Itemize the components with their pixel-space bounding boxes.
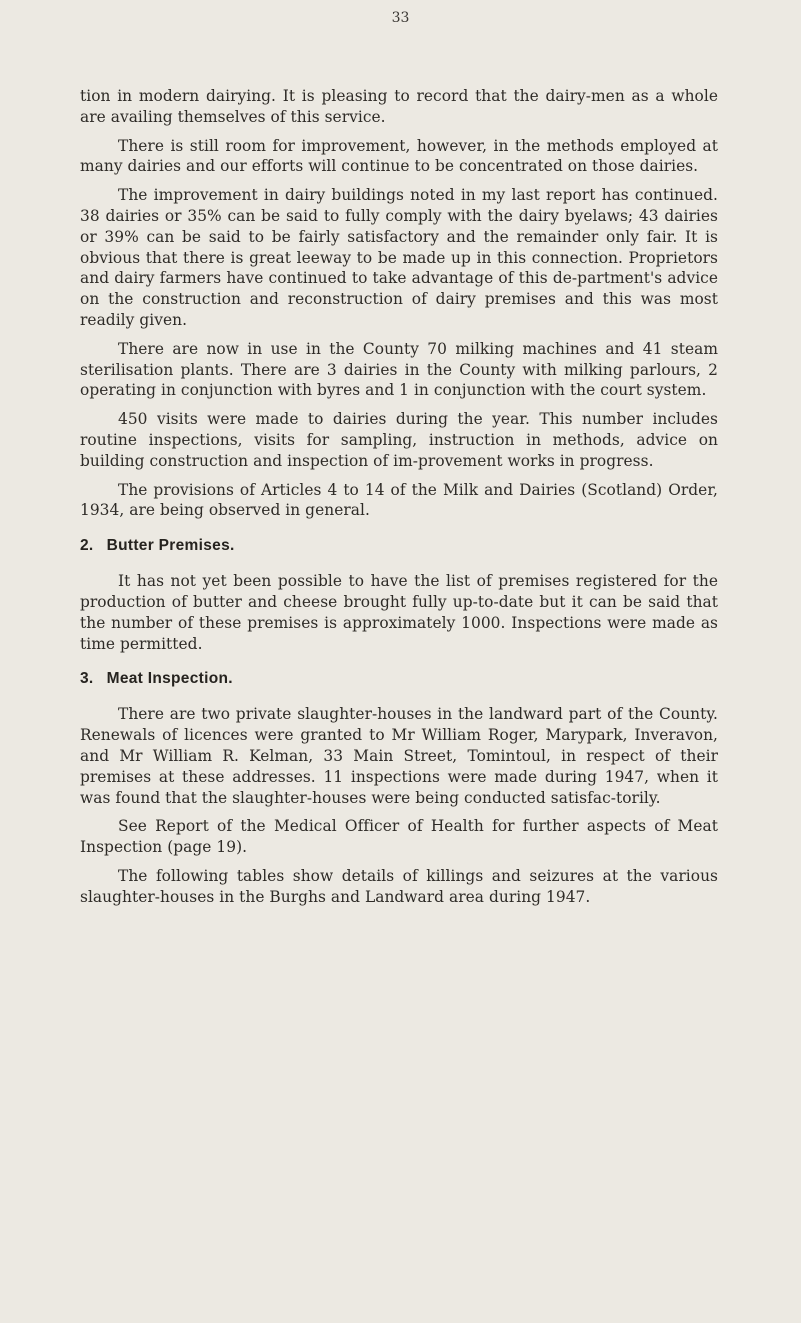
paragraph-following-tables: The following tables show details of killings and seizures at the various slaughter-houses in the Burghs and Landward area during 1947. (80, 866, 718, 906)
paragraph-continuation: tion in modern dairying. It is pleasing to record that the dairy-men as a whole are availing themselves of this service. (80, 87, 718, 126)
section-number: 3. (80, 670, 94, 688)
section-title: Meat Inspection. (106, 670, 233, 688)
section-heading-meat-inspection (80, 670, 718, 688)
paragraph-visits: 450 visits were made to dairies during the year. This number includes routine inspections, visits for sampling, instruction in methods, advice on building construction and inspection of im-provement works in progress. (80, 410, 718, 470)
paragraph-milking-machines: There are now in use in the County 70 milking machines and 41 steam sterilisation plants. There are 3 dairies in the County with milking parlours, 2 operating in conjunction with byres and 1 in conjunction with the court system. (80, 339, 718, 400)
paragraph-medical-officer-report: See Report of the Medical Officer of Health for further aspects of Meat Inspection (page 19). (80, 817, 718, 857)
paragraph-improvement-methods: There is still room for improvement, however, in the methods employed at many dairies and our efforts will continue to be concentrated on those dairies. (80, 136, 718, 176)
paragraph-provisions: The provisions of Articles 4 to 14 of the Milk and Dairies (Scotland) Order, 1934, are being observed in general. (80, 480, 718, 520)
page-number: 33 (391, 10, 410, 26)
paragraph-butter-premises: It has not yet been possible to have the list of premises registered for the production of butter and cheese brought fully up-to-date but it can be said that the number of these premises is approximately 1000. Inspections were made as time permitted. (80, 572, 718, 653)
section-number: 2. (80, 537, 94, 555)
paragraph-dairy-buildings: The improvement in dairy buildings noted in my last report has continued. 38 dairies or 35% can be said to fully comply with the dairy byelaws; 43 dairies or 39% can be said to be fairly satisfactory and the remainder only fair. It is obvious that there is great leeway to be made up in this connection. Proprietors and dairy farmers have continued to take advantage of this de-partment's advice on the construction and reconstruction of dairy premises and this was most readily given. (80, 186, 718, 329)
paragraph-slaughter-houses: There are two private slaughter-houses in the landward part of the County. Renewals of licences were granted to Mr William Roger, Marypark, Inveravon, and Mr William R. Kelman, 33 Main Street, Tomintoul, in respect of their premises at these addresses. 11 inspections were made during 1947, when it was found that the slaughter-houses were being conducted satisfac-torily. (80, 705, 718, 807)
section-heading-butter-premises (80, 537, 718, 555)
page-content (80, 86, 718, 916)
section-title: Butter Premises. (106, 537, 235, 555)
